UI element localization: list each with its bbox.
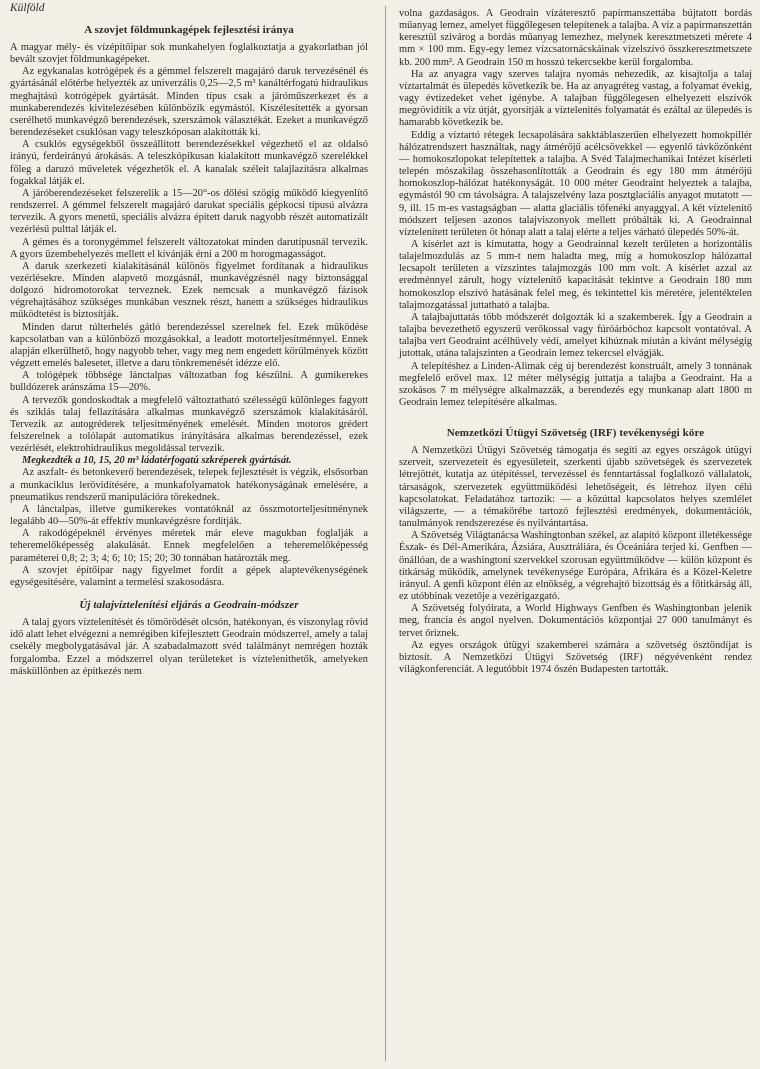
article1-paragraph: A rakodógépeknél érvényes méretek már eleve magukban foglalják a teheremelőképesség alakulását. Ennek megfelelően a teheremelőképesség paraméterei 0,8; 2; 3; 4; 6; 10; 15; 20; 30 tonnában határozták meg. [10,528,368,564]
article3-paragraph: A Szövetség Világtanácsa Washingtonban székel, az alapító központ illetékessége Észak- és Dél-Amerikára, Ázsiára, Ausztráliára, és Óceániára terjed ki. Genfben — önállóan, de a washingtoni szervekkel szorosan együttműködve — külön központ és titkárság működik, amelynek tevékenysége Európára, Afrikára és a Közel-Keletre irányul. A genfi központ élén az elnökség, a végrehajtó bizottság és a főtitkárság áll, ez utóbbinak vezetője a vezérigazgató. [399,530,752,603]
article-title-irf: Nemzetközi Útügyi Szövetség (IRF) tevékenységi köre [446,427,705,440]
article1-paragraph: A tervezők gondoskodtak a megfelelő változtatható szélességű különleges fagyott és sziklás talaj fellazítására alkalmas munkavégző szerszámok kialakításáról. Tervezik az autogréderek teljesítményének emelését. Minden motoros grédert felszerelnek a tolólapát automatikus irányítására alkalmas berendezéssel, ezek vezérlését, elektrohidraulikus megoldással tervezik. [10,394,368,455]
article1-paragraph-emphasis: Megkezdték a 10, 15, 20 m³ ládatérfogatú szkréperek gyártását. [22,455,292,467]
section-label: Külföld [10,2,45,14]
article2-paragraph: Eddig a víztartó rétegek lecsapolására sakktáblaszerűen elhelyezett homokpillér hálózatrendszert használtak, nagy átmérőjű acélcsövekkel — egyenlő távközönként — homokoszlopokat telepítettek a talajba. A Svéd Talajmechanikai Intézet kísérleti telepén mószakilag összehasonlították a Geodrain és egy 180 mm átmérőjű homokoszlop-hálózat hatékonyságát. 10 000 méter Geodraint helyeztek a talajba, egymástól 90 cm távolságra. A talajszelvény laza posztglaciális anyagot mutatott — 9, ill. 15 m-es vastagságban — alatta glaciális tőfenéki anyaggyal. A két víztelenítő módszert teljesen azonos talajviszonyok mellett próbálták ki. A Geodrainnal víztelenített területen öt hónap alatt a talaj elérte a teljes várható ülepedés 50%-át. [399,129,752,238]
spacer [399,409,752,413]
article2-paragraph: A telepítéshez a Linden-Alimak cég új berendezést konstruált, amely 3 tonnának megfelelő erővel max. 12 méter mélységig juttatja a talajba a Geodraint. Ha a szokásos 7 m mélységre alkalmazzák, a berendezés egy munkanap alatt 1800 m Geodrain lemez telepítésére alkalmas. [399,360,752,408]
article-title-soviet-earthmoving: A szovjet földmunkagépek fejlesztési iránya [84,24,294,36]
right-column [399,0,752,676]
article1-paragraph: A lánctalpas, illetve gumikerekes vontatóknál az összmotorteljesítménynek legalább 40—50%-át effektív munkavégzésre fordítják. [10,503,368,528]
article2-paragraph: A kísérlet azt is kimutatta, hogy a Geodrainnal kezelt területen a horizontális talajelmozdulás az 5 mm-t nem haladta meg, míg a homokoszlop hálózattal lecsapolt területen a vízszintes talajmozgás 100 mm volt. A kísérlet azzal az eredménnyel zárult, hogy víztelenítő kapacitását tekintve a Geodrain 180 mm homokoszlop elszívó hatásának felel meg, és tekintettel kis méretére, jelentéktelen talajmozgatással juttatható a talajba. [399,238,752,311]
article2-paragraph: Ha az anyagra vagy szerves talajra nyomás nehezedik, az kisajtolja a talaj víztartalmát és ülepedés következik be. Ha az anyagréteg vastag, a folyamat évekig, vagy évtizedeket vehet igénybe. A talajban függőlegesen elhelyezett elszívók megrövidítik a víz útját, gyorsítják a víztelenítés folyamatát és ezáltal az ülepedés is hamarabb következik be. [399,68,752,129]
article3-paragraph: A Nemzetközi Útügyi Szövetség támogatja és segíti az egyes országok útügyi szerveit, szervezeteit és egyesületeit, szerkenti újabb szövetségek és szervezetek létrejöttét, kutatja az útépítéssel, tervezéssel és fenntartással foglalkozó vállalatok, társaságok, szervezetek együttműködési lehetőségeit, és létrehoz ilyen célú kapcsolatokat. Feladatához tartozik: — a közúttal kapcsolatos helyes szemlélet világszerte, — a témakörébe tartozó fejlesztési eredmények, dokumentációk, tanulmányok rendszerezése és nyilvántartása. [399,445,752,530]
article1-paragraph: A daruk szerkezeti kialakításánál különös figyelmet fordítanak a hidraulikus vezérlésekre. Minden alapvető mozgásnál, munkavégzésnél nagy biztonsággal dolgozó hidromotorokat terveznek. Ezek nemcsak a munkavégző fázisok végrehajtásához szükséges munkában vesznek részt, hanem a szükséges hidraulikus működtetést is biztosítják. [10,260,368,321]
article3-paragraph: Az egyes országok útügyi szakemberei számára a szövetség ösztöndíjat is biztosít. A Nemzetközi Útügyi Szövetség (IRF) négyévenként rendez világkonferenciát. A legutóbbit 1974 őszén Budapesten tartották. [399,639,752,675]
article1-paragraph: Az aszfalt- és betonkeverő berendezések, telepek fejlesztését is végzik, elsősorban a munkaciklus lerövidítésére, a munkafolyamatok hatékonyságának emelésére, a pneumatikus rendszerű manipulációra törekednek. [10,467,368,503]
article-title-geodrain: Új talajvíztelenítési eljárás a Geodrain-módszer [79,599,299,612]
article3-paragraph: A Szövetség folyóirata, a World Highways Genfben és Washingtonban jelenik meg, francia és angol nyelven. Dokumentációs központjai 27 000 tanulmányt és tervet őriznek. [399,603,752,639]
article1-paragraph: A csuklós egységekből összeállított berendezésekkel végezhető el az oldalsó irányú, ferdeirányú árokásás. A teleszkópikusan kialakított munkavégző szerelékkel főleg a daruzó műveletek végezhetők el. A kanalak széleit talajlazításra alkalmas fogakkal látják el. [10,139,368,187]
article1-paragraph: A gémes és a toronygémmel felszerelt változatokat minden darutípusnál tervezik. A gyors üzembehelyezés mellett el kívánják érni a 200 m horogmagasságot. [10,236,368,260]
article1-paragraph: Minden darut túlterhelés gátló berendezéssel szerelnek fel. Ezek működése kapcsolatban van a különböző mozgásokkal, a leadott motorteljesítménnyel. Ennek alapján elkerülhető, hogy nagyobb teher, vagy meg nem engedett körülmények között végzett emelés balesetet, illetve a daru tönkremenését idézze elő. [10,321,368,370]
article2-paragraph: A talajbajuttatás több módszerét dolgozták ki a szakemberek. Így a Geodrain a talajba bevezethető egyszerű verőkossal vagy fúróárbóchoz kapcsolt vontatóval. A talajba vert Geodraint acélhüvely védi, amelyet kihúznak miután a kívánt mélységig jutottak, utána talajszinten a Geodrain lemez tekercsel elvágják. [399,311,752,360]
article1-paragraph: Az egykanalas kotrógépek és a gémmel felszerelt magajáró daruk tervezésénél és gyártásánál előtérbe helyezték az univerzális 0,25—2,5 m³ kanáltérfogatú hidraulikus meghajtású kotrógépek gyártását. Minden típus csak a járóműszerkezet és a munkaberendezés kivitelezésében különbözik egymástól. Kiszélesítették a gyorsan cserélhető munkavégző berendezések, szerszámok választékát. Ezeket a munkavégző berendezéseket csuklósan vagy teleszkóposan alakították ki. [10,66,368,139]
column-divider [385,6,386,1061]
article1-paragraph: A tológépek többsége lánctalpas változatban fog készülni. A gumikerekes bulldózerek aránszáma 15—20%. [10,370,368,394]
article1-paragraph: A járóberendezéseket felszerelik a 15—20°-os dőlési szögig működő kiegyenlítő rendszerrel. A gémmel felszerelt magajáró darukat speciális gépkocsi típusú alvázra tervezik. A gyors menetű, speciális alvázra épített daruk nagyobb részét automatizált vezérlésű pulttal látják el. [10,187,368,236]
article2-paragraph: A talaj gyors víztelenítését és tömörödését olcsón, hatékonyan, és viszonylag rövid idő alatt lehet elvégezni a nemrégiben kifejlesztett Geodrain módszerrel, amely a talaj csekély megbolygatásával jár. A szabadalmazott svéd találmányt nemrégen hozták forgalomba. Ezzel a módszerrel olyan területeket is víztelenithetők, amelyeken másküllönben az építkezés nem [10,617,368,677]
left-column [10,0,368,678]
article2-paragraph: volna gazdaságos. A Geodrain vízáteresztő papírmanszettába bújtatott bordás műanyag lemez, amelyet függőlegesen telepítenek a talajba. A víz a papírmanszettán keresztül szivárog a bordás műanyag lemezhez, melynek keresztmetszeti mérete 4 mm × 100 mm. Egy-egy lemez vízcsatornácskáinak vízelszívó összkeresztmetszete kb. 200 mm². A Geodrain 150 m hosszú tekercsekbe kerül forgalomba. [399,8,752,68]
article1-paragraph: A szovjet építőipar nagy figyelmet fordít a gépek alaptevékenységének egységesítésére, valamint a termelési szakosodásra. [10,564,368,588]
article1-paragraph: A magyar mély- és vízépítőipar sok munkahelyen foglalkoztatja a gyakorlatban jól bevált szovjet földmunkagépeket. [10,42,368,66]
